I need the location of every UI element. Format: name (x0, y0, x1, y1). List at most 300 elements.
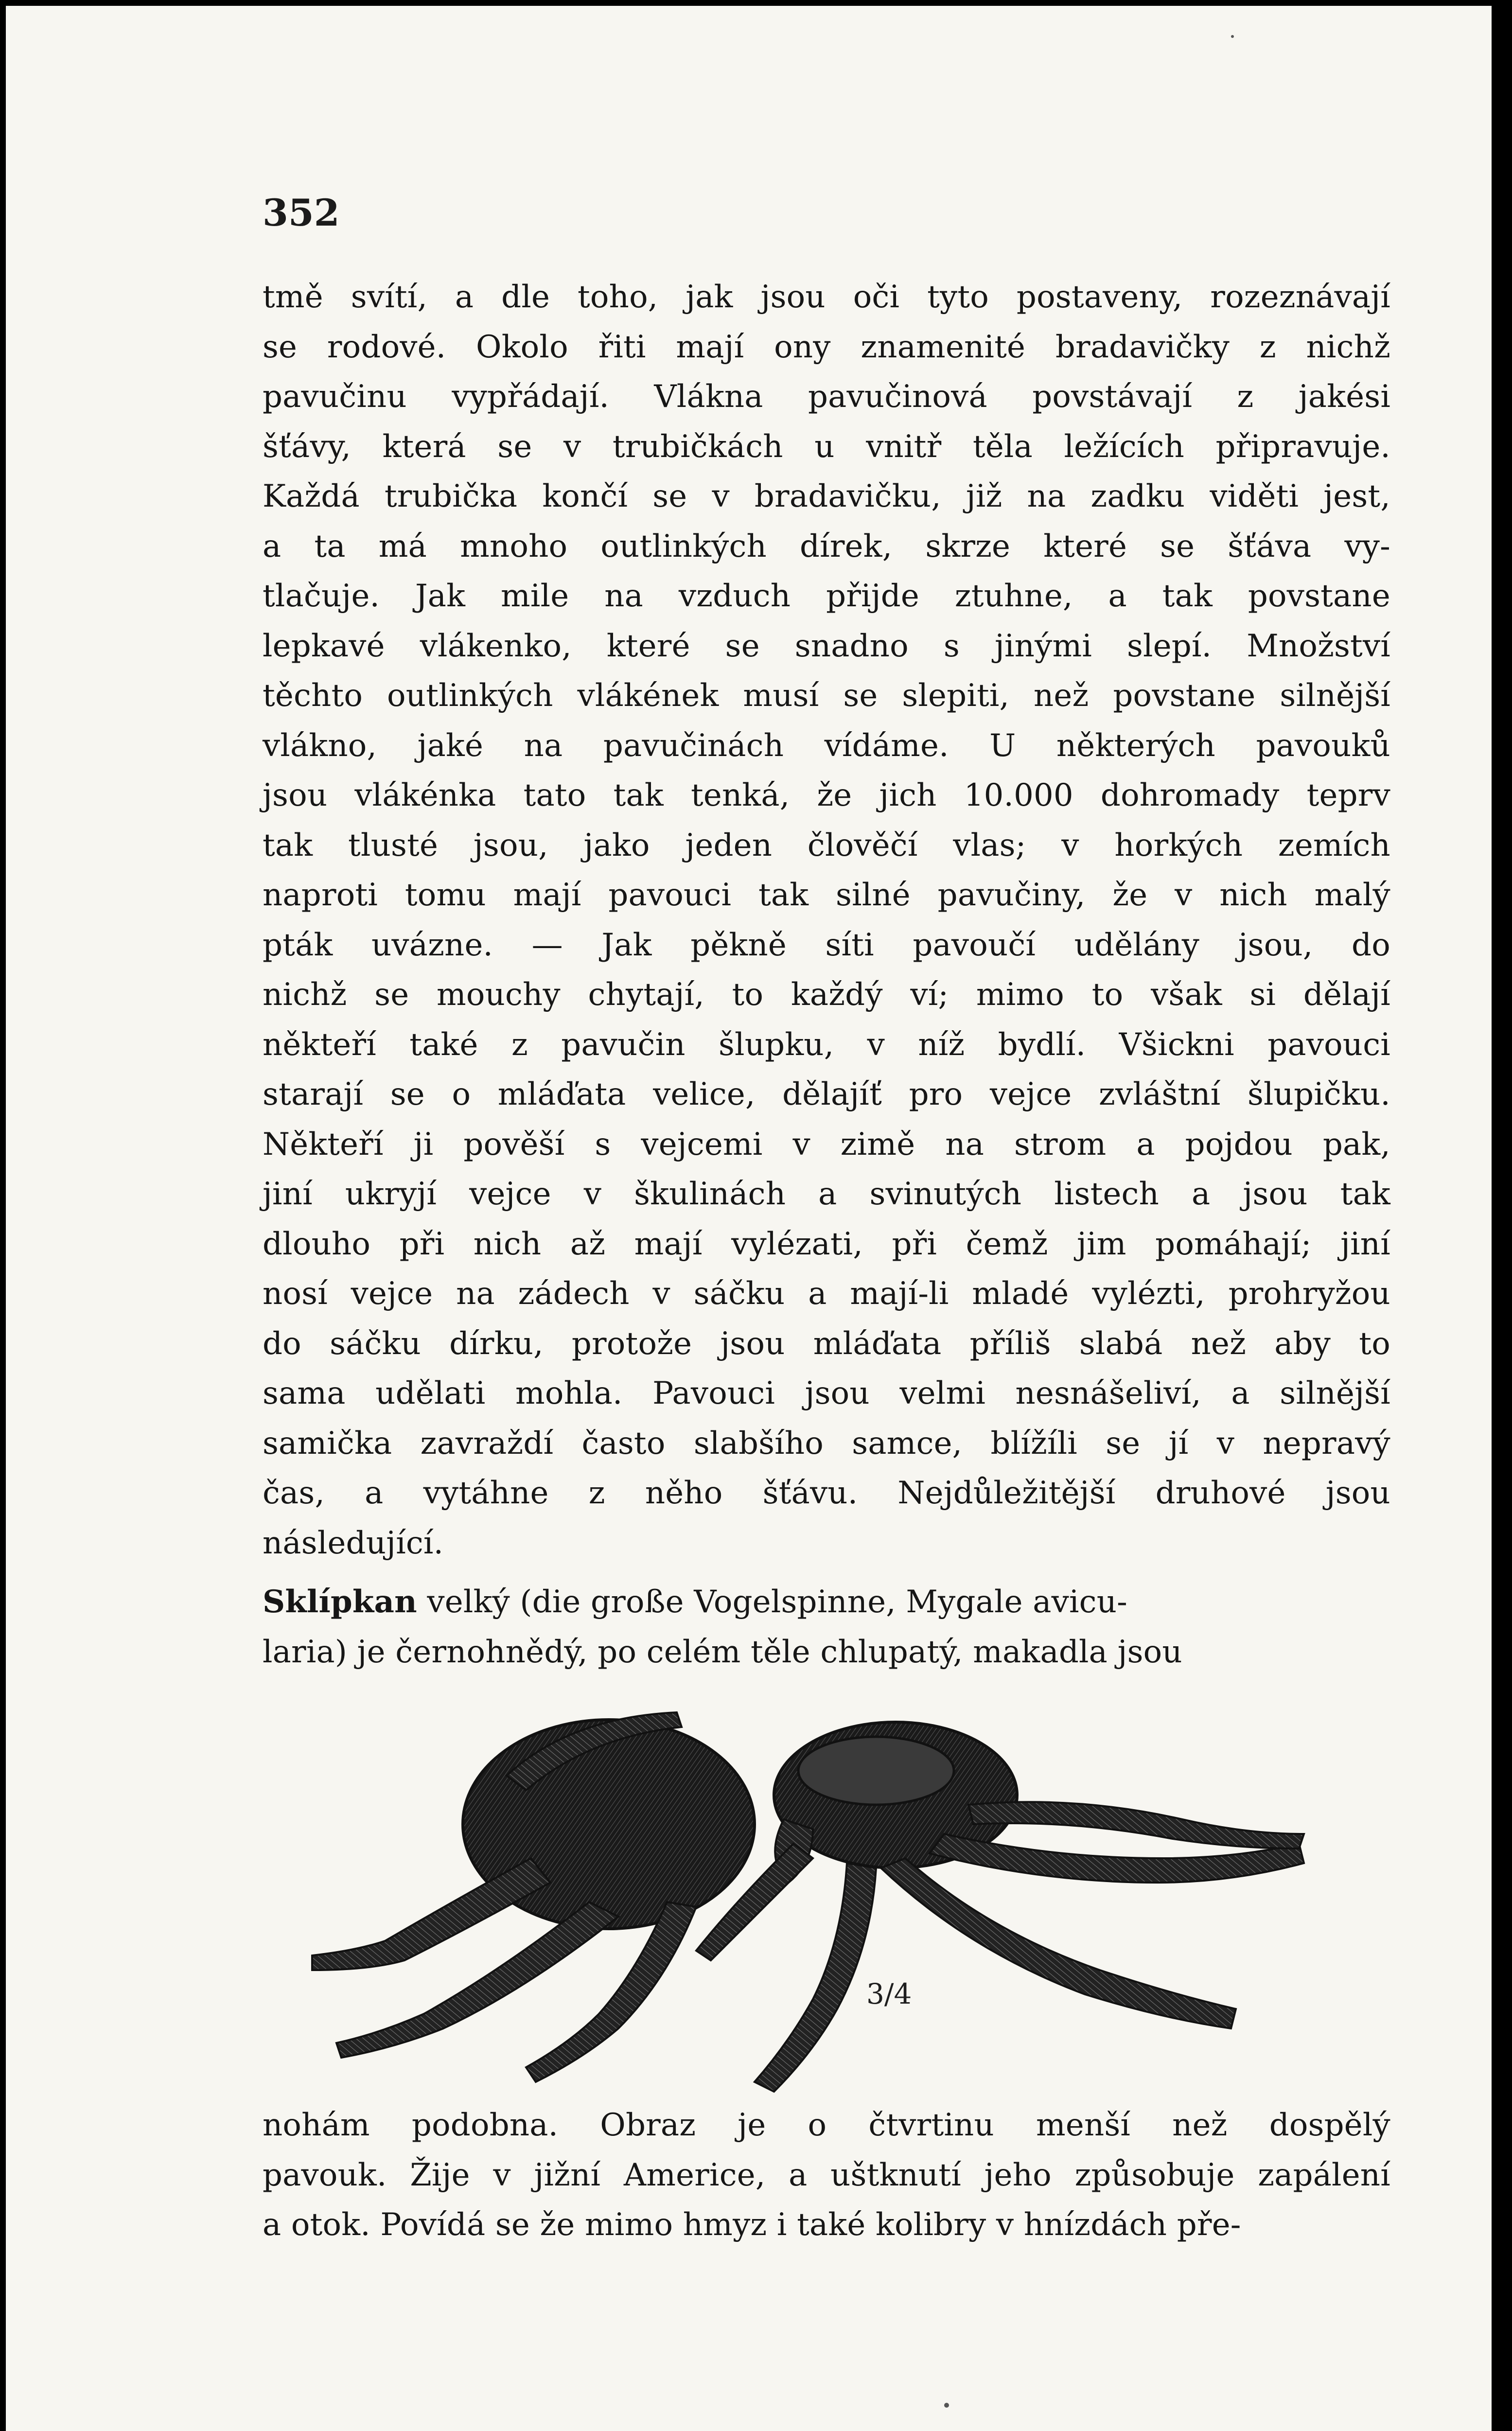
word: chytají, (588, 977, 704, 1013)
word: vejce (469, 1176, 551, 1212)
word: se (652, 478, 687, 514)
word: skrze (925, 528, 1011, 564)
word: ležících (1064, 428, 1184, 465)
word: pavučiny, (937, 877, 1086, 913)
word: někteří (263, 1026, 376, 1063)
word: zapálení (1258, 2157, 1390, 2193)
word: silnější (1280, 1375, 1390, 1411)
text-line (263, 870, 1390, 920)
word: strom (1014, 1126, 1107, 1163)
word: ví; (910, 977, 949, 1013)
word: sama (263, 1375, 346, 1411)
word: se (1160, 528, 1195, 564)
word: a (789, 2157, 808, 2193)
word: v (493, 2157, 511, 2193)
word: jest, (1323, 478, 1390, 514)
word: — (531, 927, 563, 963)
word: dospělý (1269, 2107, 1390, 2143)
word: starají (263, 1076, 364, 1112)
text-line (263, 422, 1390, 472)
word: Pavouci (652, 1375, 775, 1411)
word: šlupičku. (1247, 1076, 1390, 1112)
word: jsou (263, 777, 328, 813)
word: zemích (1278, 827, 1390, 863)
word: jiní (263, 1176, 313, 1212)
tarantula-drawing (298, 1698, 1367, 2106)
word: tlačuje. (263, 578, 380, 614)
word: dírku, (449, 1325, 544, 1362)
word: jsou, (473, 827, 548, 863)
word: jsou (805, 1375, 870, 1411)
word: na (456, 1276, 495, 1312)
word: aby (1274, 1325, 1331, 1362)
word: a (365, 1475, 384, 1511)
paragraph-sklipkan-intro (263, 1577, 1390, 1677)
text-line (263, 1169, 1390, 1219)
word: Jak (415, 578, 466, 614)
word: musí (743, 678, 819, 714)
word: protože (571, 1325, 692, 1362)
word: rodové. (327, 329, 446, 365)
word: nichž (1306, 329, 1390, 365)
word: uštknutí (830, 2157, 961, 2193)
book-page (6, 6, 1492, 2431)
word: sáčku (330, 1325, 421, 1362)
word: slepiti, (902, 678, 1010, 714)
word: těchto (263, 678, 363, 714)
word: jeho (984, 2157, 1052, 2193)
word: jsou, (1238, 927, 1313, 963)
word: pak, (1322, 1126, 1390, 1163)
word: již (966, 478, 1002, 514)
word: mají-li (850, 1276, 949, 1312)
word: naproti (263, 877, 378, 913)
text-line (263, 1120, 1390, 1170)
word: se (374, 977, 409, 1013)
word: se (725, 628, 760, 664)
word: jak (686, 279, 733, 315)
word: než (1191, 1325, 1247, 1362)
word: udělány (1074, 927, 1200, 963)
word: 10.000 (964, 777, 1073, 813)
text-line (263, 1627, 1390, 1677)
text-line (263, 771, 1390, 821)
word: pěkně (690, 927, 787, 963)
word: nich (473, 1226, 542, 1262)
word: toho, (578, 279, 658, 315)
word: se (263, 329, 298, 365)
scale-label: 3/4 (866, 1977, 912, 2010)
text-line (263, 272, 1390, 322)
word: ji (413, 1126, 434, 1163)
text-line (263, 1219, 1390, 1269)
text-line (263, 2100, 1390, 2150)
word: zadku (1090, 478, 1185, 514)
text-line: následující. (263, 1525, 444, 1561)
word: jí (1168, 1425, 1189, 1462)
word: dělajíť (782, 1076, 882, 1112)
word: Nejdůležitější (897, 1475, 1116, 1511)
word: pavouci (1267, 1026, 1390, 1063)
word: mnoho (460, 528, 568, 564)
word: každý (791, 977, 883, 1013)
text-line (263, 1269, 1390, 1319)
word: vypřádají. (452, 379, 610, 415)
word: samička (263, 1425, 392, 1462)
word: teprv (1306, 777, 1390, 813)
text-line (263, 1319, 1390, 1369)
word: řiti (598, 329, 646, 365)
word: tlusté (348, 827, 439, 863)
word: a (1108, 578, 1127, 614)
text-line (263, 1468, 1390, 1518)
word: při (399, 1226, 445, 1262)
word: vlas; (953, 827, 1026, 863)
word: vlákno, (263, 727, 377, 764)
word: outlinkých (387, 678, 553, 714)
word: však (1151, 977, 1222, 1013)
word: tak (1340, 1176, 1390, 1212)
word: končí (542, 478, 628, 514)
word: níž (918, 1026, 965, 1063)
word: které (1043, 528, 1127, 564)
word: mladé (972, 1276, 1069, 1312)
word: a (1192, 1176, 1211, 1212)
text-line (263, 970, 1390, 1020)
word: které (606, 628, 690, 664)
word: Okolo (476, 329, 568, 365)
word: trubička (384, 478, 518, 514)
text-line (263, 1577, 1390, 1627)
word: vídáme. (824, 727, 949, 764)
word: pavučinová (808, 379, 987, 415)
word: že (817, 777, 852, 813)
word: zvláštní (1099, 1076, 1221, 1112)
word: vejce (351, 1276, 433, 1312)
word: snadno (794, 628, 909, 664)
word: také (409, 1026, 478, 1063)
word: mouchy (436, 977, 561, 1013)
word: vylézati, (731, 1226, 863, 1262)
word: se (1106, 1425, 1141, 1462)
word: viděti (1210, 478, 1299, 514)
word: ony (774, 329, 831, 365)
word: zimě (840, 1126, 915, 1163)
text-line-content (263, 1577, 1127, 1627)
word: ta (314, 528, 346, 564)
text-line (263, 372, 1390, 422)
word: oči (853, 279, 900, 315)
word: do (1352, 927, 1390, 963)
word: jeden (685, 827, 773, 863)
species-line-rest: velký (die große Vogelspinne, Mygale avicu- (417, 1584, 1127, 1620)
word: tak (758, 877, 809, 913)
word: pro (909, 1076, 963, 1112)
word: o (452, 1076, 471, 1112)
word: a (1231, 1375, 1250, 1411)
word: v (712, 478, 730, 514)
text-line (263, 1369, 1390, 1419)
word: v (583, 1176, 602, 1212)
word: čemž (966, 1226, 1048, 1262)
word: a (1136, 1126, 1155, 1163)
word: podobna. (411, 2107, 559, 2143)
word: U (989, 727, 1016, 764)
word: z (1237, 379, 1254, 415)
word: postaveny, (1016, 279, 1183, 315)
word: do (263, 1325, 301, 1362)
word: šťávu. (762, 1475, 858, 1511)
word: udělati (375, 1375, 486, 1411)
word: druhové (1155, 1475, 1286, 1511)
word: čas, (263, 1475, 325, 1511)
word: na (604, 578, 643, 614)
word: škulinách (634, 1176, 786, 1212)
word: o (808, 2107, 827, 2143)
word: pavouk. (263, 2157, 387, 2193)
word: v (1175, 877, 1193, 913)
word: pavouků (1256, 727, 1390, 764)
text-line (263, 472, 1390, 522)
word: v (563, 428, 581, 465)
word: na (524, 727, 563, 764)
word: a (263, 528, 281, 564)
word: mile (501, 578, 569, 614)
word: silnější (1280, 678, 1390, 714)
word: blížíli (990, 1425, 1077, 1462)
text-line (263, 522, 1390, 572)
word: mají (634, 1226, 703, 1262)
word: způsobuje (1074, 2157, 1235, 2193)
word: tato (523, 777, 586, 813)
word: vejcemi (641, 1126, 763, 1163)
word: slabá (1079, 1325, 1163, 1362)
word: povstane (1248, 578, 1390, 614)
word: s (595, 1126, 611, 1163)
word: pomáhají; (1155, 1226, 1312, 1262)
text-line (263, 621, 1390, 671)
word: pavouci (608, 877, 732, 913)
word: šťávy, (263, 428, 352, 465)
word: tak (613, 777, 664, 813)
word: v (1216, 1425, 1235, 1462)
word: a (818, 1176, 837, 1212)
word: šťáva (1228, 528, 1312, 564)
word: se (843, 678, 878, 714)
word: nesnášeliví, (1015, 1375, 1201, 1411)
word: nichž (263, 977, 347, 1013)
word: vzduch (678, 578, 791, 614)
word: pavučin (561, 1026, 686, 1063)
word: člověčí (807, 827, 918, 863)
word: znamenité (861, 329, 1026, 365)
word: nich (1219, 877, 1287, 913)
text-line (263, 322, 1390, 372)
word: na (1027, 478, 1066, 514)
word: která (382, 428, 466, 465)
word: bradavičku, (754, 478, 941, 514)
word: tenká, (690, 777, 790, 813)
word: dírek, (800, 528, 893, 564)
word: dělají (1303, 977, 1390, 1013)
word: často (581, 1425, 666, 1462)
word: prohryžou (1228, 1276, 1390, 1312)
word: těla (972, 428, 1033, 465)
word: Množství (1247, 628, 1390, 664)
word: Někteří (263, 1126, 384, 1163)
word: čtvrtinu (868, 2107, 994, 2143)
spider-leg (881, 1858, 1236, 2028)
word: dohromady (1100, 777, 1280, 813)
word: Americe, (623, 2157, 766, 2193)
word: vy- (1344, 528, 1390, 564)
word: připravuje. (1215, 428, 1390, 465)
word: jsou (1243, 1176, 1308, 1212)
word: dle (501, 279, 550, 315)
word: je (738, 2107, 766, 2143)
word: velmi (899, 1375, 985, 1411)
word: přijde (826, 578, 919, 614)
word: pták (263, 927, 333, 963)
word: až (570, 1226, 606, 1262)
word: Jak (601, 927, 652, 963)
word: při (892, 1226, 937, 1262)
word: to (1091, 977, 1124, 1013)
word: Vlákna (654, 379, 763, 415)
spider-leg (968, 1802, 1304, 1849)
word: povstávají (1032, 379, 1193, 415)
word: na (945, 1126, 985, 1163)
text-line (263, 821, 1390, 871)
word: bradavičky (1055, 329, 1230, 365)
word: outlinkých (600, 528, 767, 564)
word: z (588, 1475, 605, 1511)
text-line (263, 671, 1390, 721)
word: bydlí. (998, 1026, 1086, 1063)
word: jsou (720, 1325, 785, 1362)
word: listech (1054, 1176, 1160, 1212)
word: šlupku, (719, 1026, 834, 1063)
word: mají (676, 329, 744, 365)
word: vlákenko, (420, 628, 572, 664)
word: a (455, 279, 474, 315)
word: povstane (1113, 678, 1256, 714)
text-line (263, 1070, 1390, 1120)
species-name: Sklípkan (263, 1584, 417, 1620)
word: svinutých (869, 1176, 1022, 1212)
word: svítí, (351, 279, 427, 315)
text-line: a otok. Povídá se že mimo hmyz i také kolibry v hnízdách pře- (263, 2207, 1241, 2243)
word: jiní (1340, 1226, 1390, 1262)
word: dlouho (263, 1226, 371, 1262)
text-line-content: laria) je černohnědý, po celém těle chlupatý, makadla jsou (263, 1634, 1182, 1670)
word: pojdou (1185, 1126, 1293, 1163)
word: velice, (653, 1076, 756, 1112)
word: mláďata (497, 1076, 626, 1112)
word: ukryjí (345, 1176, 437, 1212)
word: lepkavé (263, 628, 385, 664)
word: nosí (263, 1276, 328, 1312)
spider-leg (312, 1858, 550, 1970)
paper-speck (1231, 35, 1234, 38)
word: vlákének (577, 678, 719, 714)
word: vytáhne (423, 1475, 549, 1511)
word: Všickni (1119, 1026, 1234, 1063)
text-line (263, 920, 1390, 970)
word: pavučinu (263, 379, 407, 415)
word: malý (1314, 877, 1390, 913)
word: nohám (263, 2107, 370, 2143)
text-line (263, 1419, 1390, 1469)
word: a (808, 1276, 827, 1312)
word: mimo (976, 977, 1065, 1013)
word: se (497, 428, 532, 465)
word: horkých (1114, 827, 1243, 863)
word: se (390, 1076, 425, 1112)
word: jich (879, 777, 937, 813)
word: tak (263, 827, 313, 863)
word: trubičkách (612, 428, 783, 465)
word: jsou (1325, 1475, 1390, 1511)
word: mají (513, 877, 581, 913)
word: tak (1162, 578, 1213, 614)
word: zavraždí (420, 1425, 554, 1462)
word: uvázne. (371, 927, 493, 963)
word: ztuhne, (954, 578, 1073, 614)
word: z (511, 1026, 528, 1063)
word: jakési (1298, 379, 1390, 415)
text-line (263, 1020, 1390, 1070)
word: mláďata (813, 1325, 942, 1362)
text-line (263, 2150, 1390, 2201)
word: rozeznávají (1210, 279, 1390, 315)
word: pověší (463, 1126, 565, 1163)
word: některých (1056, 727, 1215, 764)
word: s (943, 628, 960, 664)
paragraph-sklipkan-description (263, 2100, 1390, 2250)
word: jaké (417, 727, 484, 764)
word: příliš (969, 1325, 1051, 1362)
word: slabšího (693, 1425, 824, 1462)
word: menší (1036, 2107, 1131, 2143)
word: tomu (404, 877, 486, 913)
word: že (1112, 877, 1148, 913)
word: vlákénka (354, 777, 496, 813)
word: v (867, 1026, 885, 1063)
word: Každá (263, 478, 360, 514)
word: to (1359, 1325, 1390, 1362)
word: samce, (852, 1425, 963, 1462)
word: vejce (989, 1076, 1072, 1112)
word: nepravý (1263, 1425, 1390, 1462)
word: mohla. (515, 1375, 623, 1411)
paper-speck (944, 2403, 949, 2408)
text-line (263, 721, 1390, 771)
word: jako (583, 827, 650, 863)
word: v (652, 1276, 670, 1312)
text-line (263, 571, 1390, 621)
word: než (1172, 2107, 1228, 2143)
word: pavučinách (603, 727, 784, 764)
word: jsou (760, 279, 826, 315)
word: slepí. (1127, 628, 1212, 664)
word: v (792, 1126, 810, 1163)
word: u (814, 428, 835, 465)
word: zádech (518, 1276, 630, 1312)
word: má (378, 528, 427, 564)
page-number: 352 (263, 191, 340, 234)
word: vnitř (866, 428, 942, 465)
